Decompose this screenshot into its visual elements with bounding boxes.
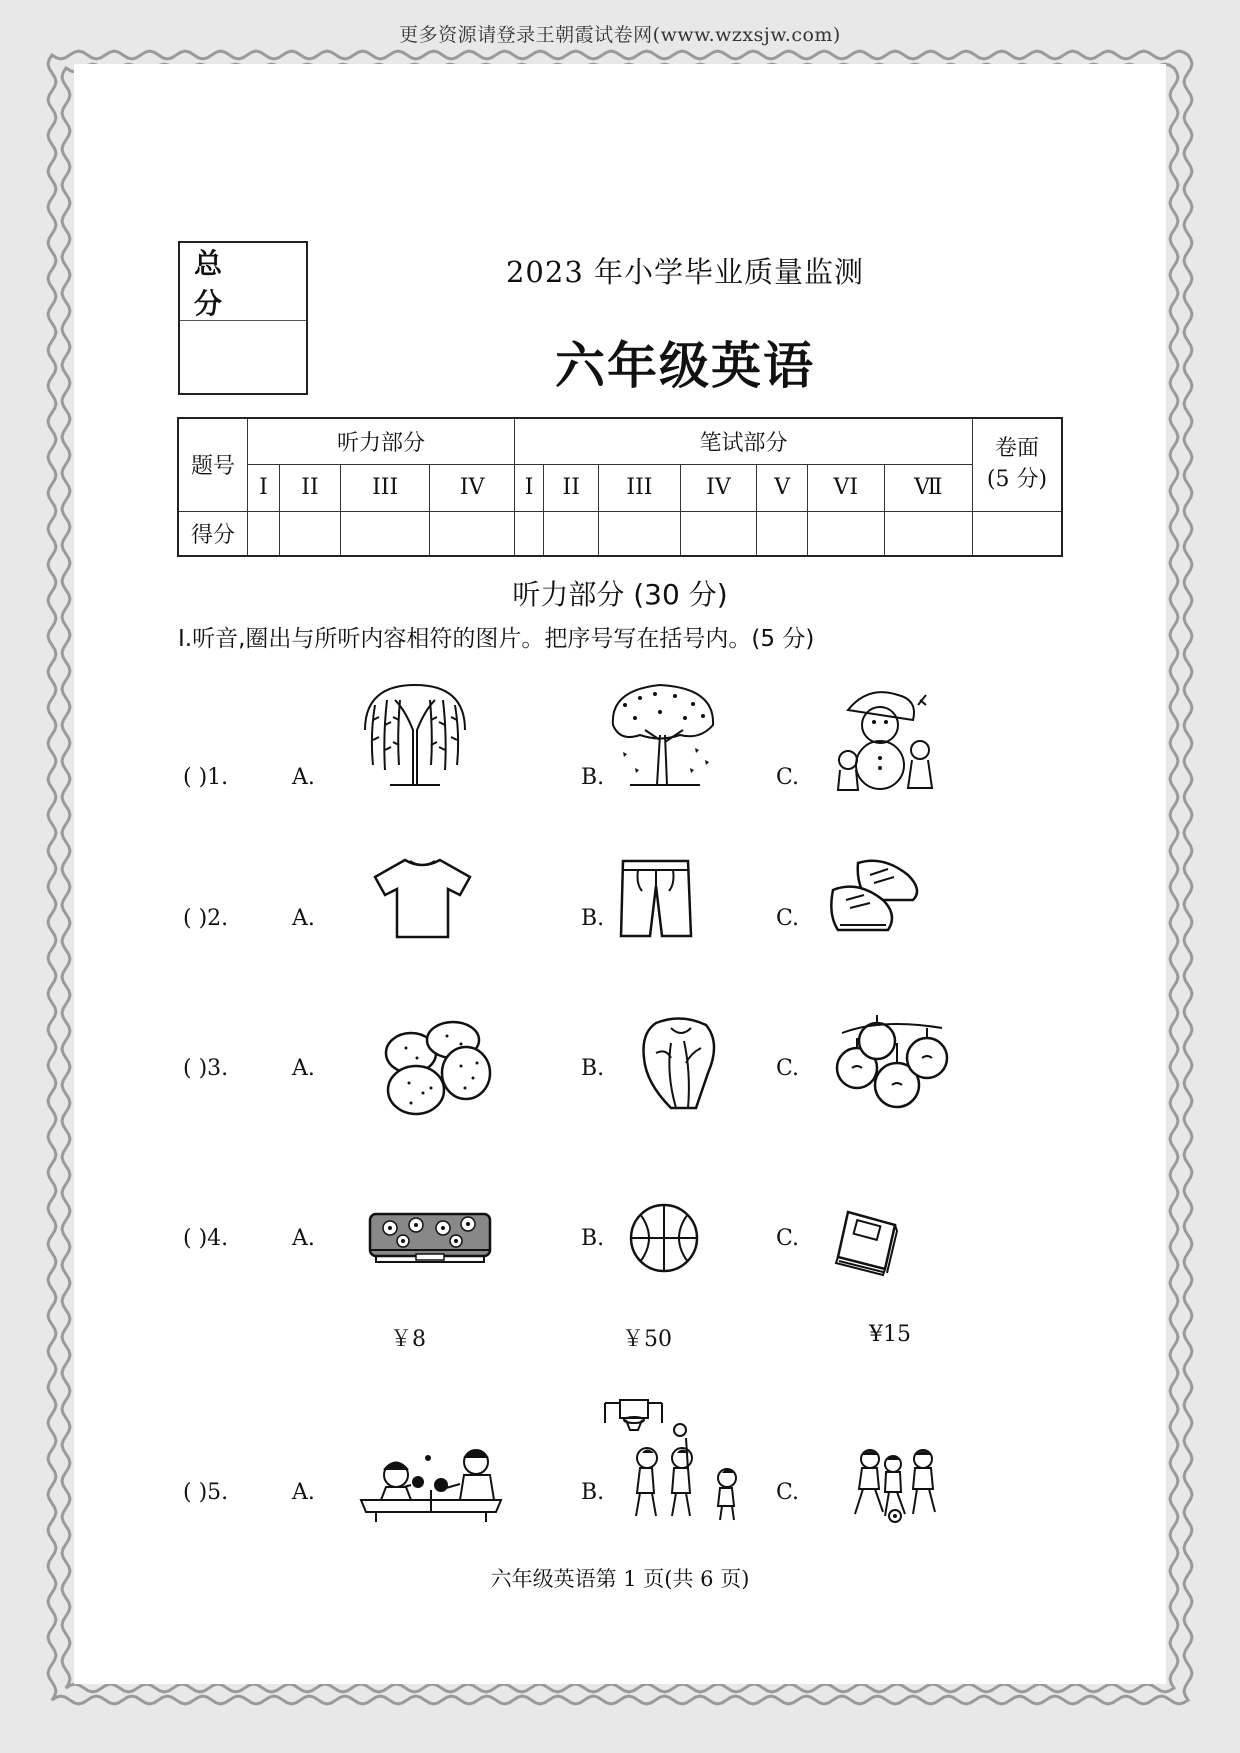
score-cell[interactable] bbox=[757, 511, 808, 556]
shorts-icon[interactable] bbox=[618, 856, 693, 941]
question-number[interactable]: ( )2. bbox=[183, 906, 229, 931]
option-label: B. bbox=[581, 906, 605, 931]
score-header: 得分 bbox=[178, 511, 248, 556]
writing-col: II bbox=[544, 464, 599, 511]
score-cell[interactable] bbox=[340, 511, 430, 556]
score-cell[interactable] bbox=[515, 511, 544, 556]
question-number[interactable]: ( )4. bbox=[183, 1226, 229, 1251]
score-table bbox=[177, 417, 1063, 557]
football-game-icon[interactable] bbox=[845, 1444, 940, 1524]
shoes-icon[interactable] bbox=[828, 855, 923, 943]
score-cell[interactable] bbox=[280, 511, 341, 556]
listening-col: IV bbox=[430, 464, 515, 511]
question-number[interactable]: ( )5. bbox=[183, 1480, 229, 1505]
score-cell[interactable] bbox=[680, 511, 757, 556]
score-cell[interactable] bbox=[430, 511, 515, 556]
listening-col: I bbox=[248, 464, 280, 511]
part1-instruction: I.听音,圈出与所听内容相符的图片。把序号写在括号内。(5 分) bbox=[178, 626, 815, 652]
option-label: C. bbox=[776, 1480, 800, 1505]
potatoes-icon[interactable] bbox=[381, 1018, 496, 1118]
total-score-box bbox=[178, 241, 308, 395]
writing-col: VI bbox=[807, 464, 884, 511]
option-label: C. bbox=[776, 1056, 800, 1081]
basketball-icon[interactable] bbox=[628, 1202, 700, 1274]
score-cell[interactable] bbox=[544, 511, 599, 556]
score-cell[interactable] bbox=[248, 511, 280, 556]
writing-col: V bbox=[757, 464, 808, 511]
option-label: A. bbox=[292, 1480, 315, 1505]
option-label: B. bbox=[581, 765, 605, 790]
question-number[interactable]: ( )3. bbox=[183, 1056, 229, 1081]
t-shirt-icon[interactable] bbox=[370, 855, 475, 940]
option-label: B. bbox=[581, 1056, 605, 1081]
writing-col: III bbox=[599, 464, 680, 511]
item-header: 题号 bbox=[178, 418, 248, 511]
tomatoes-icon[interactable] bbox=[832, 1013, 952, 1113]
listening-header: 听力部分 bbox=[248, 418, 515, 464]
exam-subject-title: 六年级英语 bbox=[555, 336, 815, 395]
listening-col: III bbox=[340, 464, 430, 511]
price-label: ￥50 bbox=[622, 1327, 672, 1352]
writing-col: Ⅶ bbox=[884, 464, 972, 511]
price-label: ¥15 bbox=[869, 1322, 911, 1347]
writing-col: IV bbox=[680, 464, 757, 511]
book-icon[interactable] bbox=[833, 1207, 903, 1275]
option-label: C. bbox=[776, 765, 800, 790]
total-score-field[interactable] bbox=[180, 321, 306, 393]
page-footer: 六年级英语第 1 页(共 6 页) bbox=[490, 1567, 750, 1591]
writing-col: I bbox=[515, 464, 544, 511]
score-cell[interactable] bbox=[599, 511, 680, 556]
option-label: A. bbox=[292, 1226, 315, 1251]
option-label: C. bbox=[776, 906, 800, 931]
pencil-box-icon[interactable] bbox=[368, 1210, 493, 1265]
writing-header: 笔试部分 bbox=[515, 418, 973, 464]
option-label: A. bbox=[292, 765, 315, 790]
score-cell[interactable] bbox=[807, 511, 884, 556]
cabbage-icon[interactable] bbox=[636, 1013, 721, 1113]
price-label: ￥8 bbox=[390, 1327, 426, 1352]
exam-year-title: 2023 年小学毕业质量监测 bbox=[505, 255, 865, 289]
basketball-game-icon[interactable] bbox=[602, 1398, 742, 1523]
option-label: C. bbox=[776, 1226, 800, 1251]
autumn-tree-icon[interactable] bbox=[605, 680, 720, 790]
listening-col: II bbox=[280, 464, 341, 511]
ping-pong-icon[interactable] bbox=[356, 1440, 506, 1522]
question-number[interactable]: ( )1. bbox=[183, 765, 229, 790]
header-note: 更多资源请登录王朝霞试卷网(www.wzxsjw.com) bbox=[399, 24, 841, 46]
option-label: A. bbox=[292, 1056, 315, 1081]
willow-tree-icon[interactable] bbox=[355, 680, 475, 790]
option-label: B. bbox=[581, 1226, 605, 1251]
total-score-label: 总 分 bbox=[180, 243, 306, 321]
score-cell[interactable] bbox=[973, 511, 1063, 556]
listening-section-title: 听力部分 (30 分) bbox=[512, 578, 728, 611]
score-cell[interactable] bbox=[884, 511, 972, 556]
option-label: A. bbox=[292, 906, 315, 931]
neatness-header: 卷面 (5 分) bbox=[973, 418, 1063, 511]
winter-snowman-icon[interactable] bbox=[828, 680, 938, 792]
option-label: B. bbox=[581, 1480, 605, 1505]
